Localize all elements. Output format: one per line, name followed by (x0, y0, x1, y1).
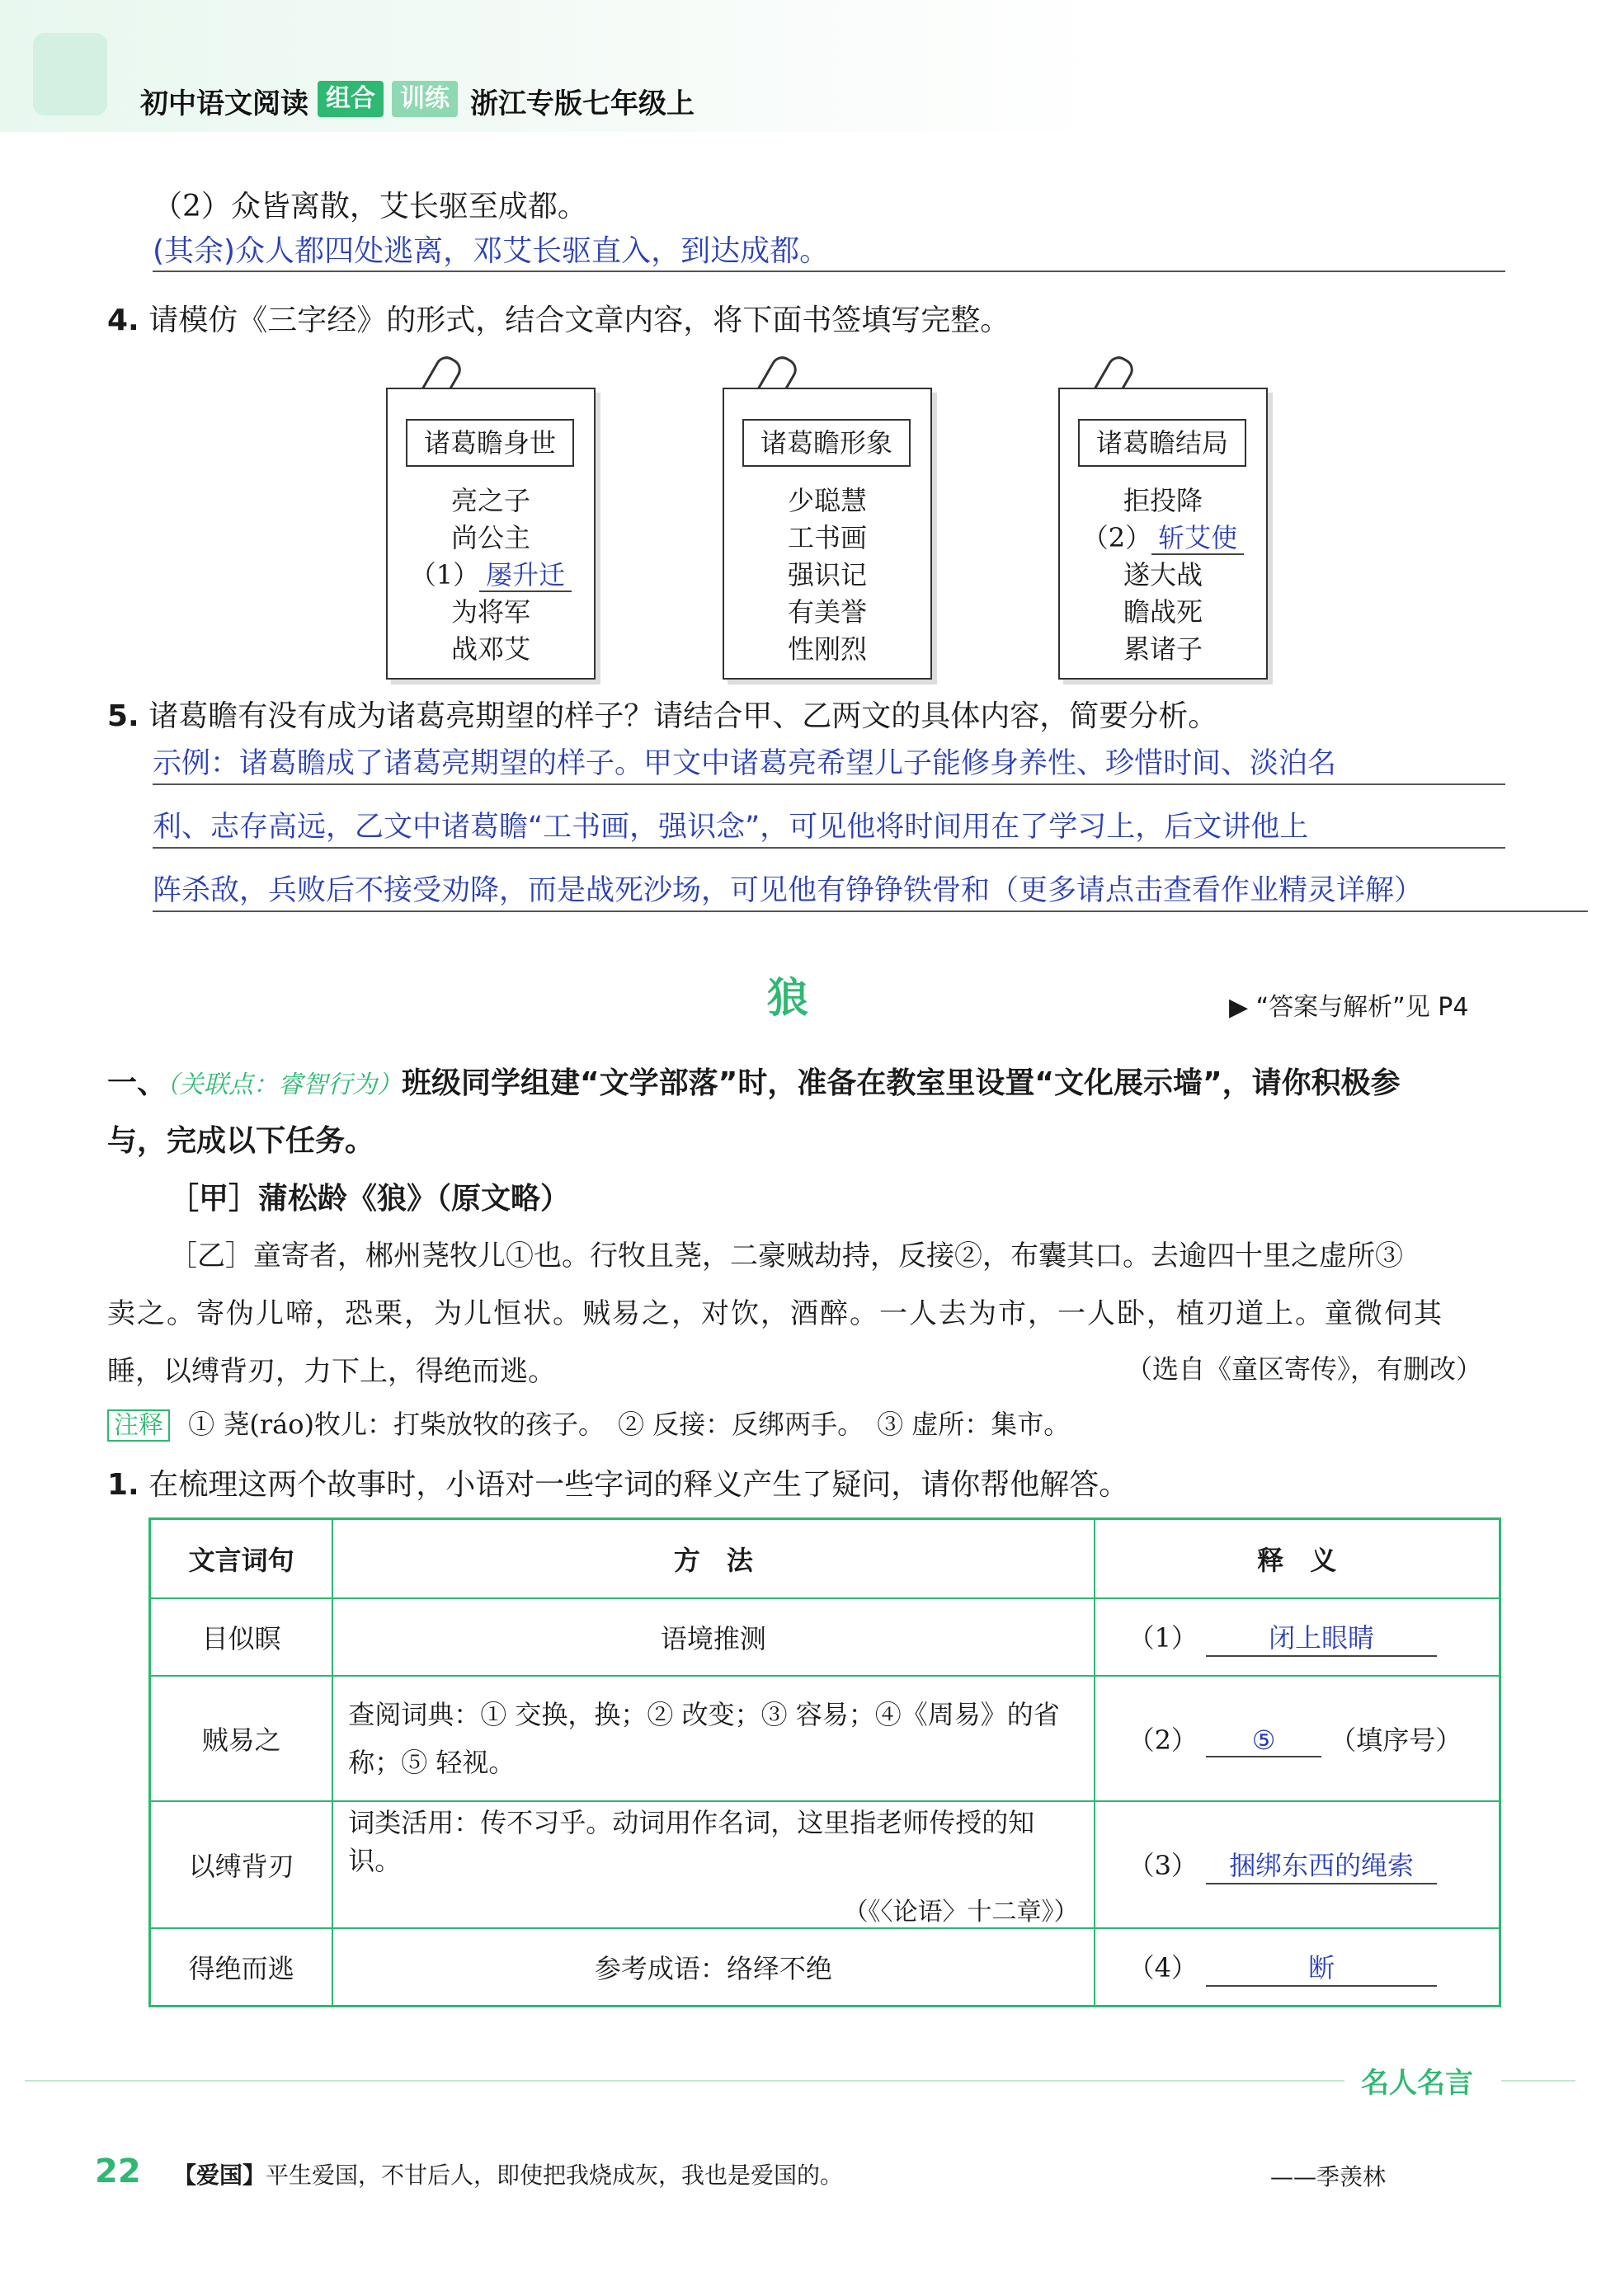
q1-question (107, 1461, 1128, 1503)
meaning-num: （3） (1128, 1850, 1198, 1881)
q1-number: 1. (107, 1468, 139, 1502)
tag-training: 训练 (392, 81, 458, 117)
header-method: 方 法 (332, 1519, 1094, 1599)
book-subtitle: 浙江专版七年级上 (470, 87, 695, 120)
card-line: 战邓艾 (450, 633, 530, 665)
note-text: ① 荛(ráo)牧儿：打柴放牧的孩子。 ② 反接：反绑两手。 ③ 虚所：集市。 (188, 1409, 1071, 1440)
notes (107, 1404, 1070, 1442)
bookmark-card-3 (1058, 388, 1268, 680)
table-header-row (150, 1519, 1500, 1599)
quote-text: 平生爱国，不甘后人，即使把我烧成灰，我也是爱国的。 (266, 2162, 844, 2189)
page-number: 22 (95, 2152, 141, 2190)
footer-divider (25, 2080, 1344, 2082)
card-line: 拒投降 (1123, 485, 1203, 516)
part1-intro (107, 1060, 1401, 1102)
card-line: 遂大战 (1123, 559, 1203, 590)
part1-label: 一、 (107, 1066, 167, 1100)
q5-question (107, 693, 1217, 735)
method-cell: 查阅词典：① 交换，换；② 改变；③ 容易；④《周易》的省称；⑤ 轻视。 (332, 1676, 1094, 1801)
q3-2-prompt: （2）众皆离散，艾长驱至成都。 (153, 190, 587, 223)
table-row (150, 1928, 1500, 2006)
card-line: 性刚烈 (787, 633, 867, 665)
passage-yi-line-3: 睡，以缚背刃，力下上，得绝而逃。 (107, 1355, 556, 1388)
quote-tag: 【爱国】 (173, 2162, 266, 2189)
footer-quote (173, 2157, 843, 2190)
card-line: 少聪慧 (787, 485, 867, 516)
passage-yi-line-2: 卖之。寄伪儿啼，恐栗，为儿恒状。贼易之，对饮，酒醉。一人去为市，一人卧，植刃道上。童微伺其 (107, 1297, 1443, 1330)
card-line: 工书画 (787, 522, 867, 553)
q4-prompt: 请模仿《三字经》的形式，结合文章内容，将下面书签填写完整。 (148, 303, 1010, 337)
meaning-cell (1095, 1928, 1500, 2006)
part1-text-a: 班级同学组建“文学部落”时，准备在教室里设置“文化展示墙”，请你积极参 (402, 1066, 1401, 1100)
method-cell: 语境推测 (332, 1598, 1094, 1676)
card-line: 亮之子 (450, 485, 530, 516)
card-line: 强识记 (787, 559, 867, 590)
card-line: 尚公主 (450, 522, 530, 553)
table-row (150, 1801, 1500, 1928)
passage-yi-line-1: ［乙］童寄者，郴州荛牧儿①也。行牧且荛，二豪贼劫持，反接②，布囊其口。去逾四十里之虚所③ (169, 1240, 1403, 1273)
vocab-table (148, 1517, 1501, 2007)
table-row (150, 1676, 1500, 1801)
meaning-num: （4） (1128, 1951, 1198, 1983)
card-blank-answer: 斩艾使 (1151, 522, 1244, 555)
q5-number: 5. (107, 699, 139, 733)
card-title: 诸葛瞻形象 (742, 419, 911, 467)
passage-jia: ［甲］蒲松龄《狼》（原文略） (169, 1182, 571, 1216)
q1-prompt: 在梳理这两个故事时，小语对一些字词的释义产生了疑问，请你帮他解答。 (148, 1468, 1129, 1502)
section-title: 狼 (767, 974, 808, 1022)
meaning-answer: 断 (1206, 1947, 1437, 1987)
header-meaning: 释 义 (1095, 1519, 1500, 1599)
footer-tag: 名人名言 (1361, 2067, 1473, 2100)
bookmark-card-1 (386, 388, 596, 680)
card-line: 有美誉 (787, 596, 867, 628)
q5-answer-line-3: 阵杀敌，兵败后不接受劝降，而是战死沙场，可见他有铮铮铁骨和（更多请点击查看作业精灵详解） (153, 868, 1588, 912)
q5-prompt: 诸葛瞻有没有成为诸葛亮期望的样子？请结合甲、乙两文的具体内容，简要分析。 (148, 699, 1218, 733)
q5-answer-line-2: 利、志存高远，乙文中诸葛瞻“工书画，强识念”，可见他将时间用在了学习上，后文讲他上 (153, 804, 1505, 849)
card-title: 诸葛瞻身世 (406, 419, 574, 467)
bookmark-card-2 (723, 388, 932, 680)
card-blank-answer: 屡升迁 (479, 559, 572, 592)
card-line: 为将军 (450, 596, 530, 628)
book-title: 初中语文阅读 (140, 87, 308, 120)
passage-source: （选自《童区寄传》，有删改） (1126, 1353, 1483, 1385)
tag-combo: 组合 (318, 81, 384, 117)
meaning-suffix: （填序号） (1330, 1724, 1462, 1756)
card-blank-row (388, 554, 594, 592)
note-tag: 注释 (107, 1409, 170, 1442)
footer-divider-right (1501, 2080, 1575, 2082)
card-blank-row (1060, 517, 1266, 555)
method-cell: 参考成语：络绎不绝 (332, 1928, 1094, 2006)
meaning-cell (1095, 1676, 1500, 1801)
header-word: 文言词句 (150, 1519, 333, 1599)
meaning-answer: 闭上眼睛 (1206, 1617, 1437, 1657)
q4-number: 4. (107, 303, 139, 337)
meaning-answer: ⑤ (1206, 1724, 1321, 1757)
meaning-num: （2） (1128, 1724, 1198, 1756)
word-cell: 贼易之 (150, 1676, 333, 1801)
meaning-num: （1） (1128, 1622, 1198, 1654)
part1-text-b: 与，完成以下任务。 (107, 1124, 375, 1158)
meaning-cell (1095, 1598, 1500, 1676)
quote-author: ——季羡林 (1270, 2163, 1387, 2190)
q4-question (107, 297, 1010, 339)
q3-2-answer-text: (其余)众人都四处逃离，邓艾长驱直入，到达成都。 (153, 234, 830, 268)
card-line: 累诸子 (1123, 633, 1203, 665)
q5-answer-line-1: 示例：诸葛瞻成了诸葛亮期望的样子。甲文中诸葛亮希望儿子能修身养性、珍惜时间、淡泊名 (153, 741, 1505, 785)
word-cell: 得绝而逃 (150, 1928, 333, 2006)
card-blank-label: （2） (1081, 522, 1152, 553)
table-row (150, 1598, 1500, 1676)
answer-reference: ▶ “答案与解析”见 P4 (1229, 993, 1469, 1022)
word-cell: 以缚背刃 (150, 1801, 333, 1928)
method-source: （《〈论语〉十二章》） (843, 1898, 1079, 1927)
meaning-answer: 捆绑东西的绳索 (1206, 1845, 1437, 1884)
part1-tag: （关联点：睿智行为） (167, 1070, 403, 1099)
card-line: 瞻战死 (1123, 596, 1203, 628)
card-title: 诸葛瞻结局 (1078, 419, 1246, 467)
word-cell: 目似瞑 (150, 1598, 333, 1676)
q3-2-answer (153, 228, 1505, 272)
method-text: 词类活用：传不习乎。动词用作名词，这里指老师传授的知识。 (348, 1807, 1035, 1876)
method-cell (332, 1801, 1094, 1928)
hexagon-logo-icon (33, 33, 107, 115)
meaning-cell (1095, 1801, 1500, 1928)
card-blank-label: （1） (409, 559, 480, 590)
